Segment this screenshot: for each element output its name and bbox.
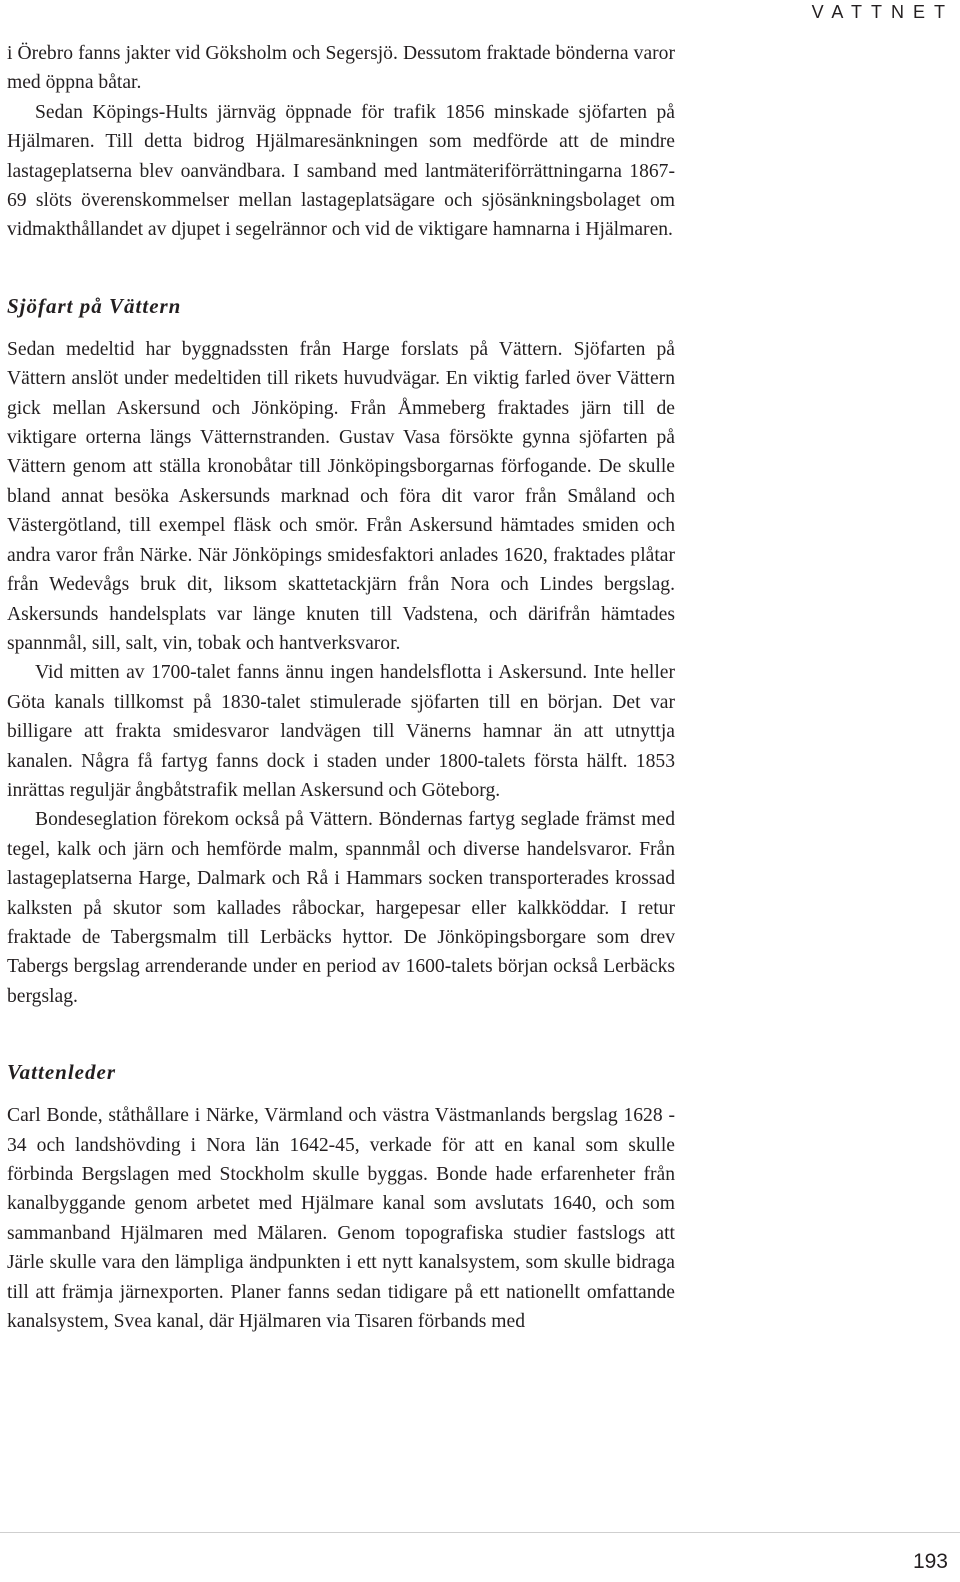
vattern-paragraph-1: Sedan medeltid har byggnadssten från Harge forslats på Vättern. Sjöfarten på Vättern anslöt under medeltiden till rikets huvudvägar. En viktig farled över Vättern gick mellan Askersund och Jönköping. Från Åmmeberg fraktades järn till de viktigare orterna längs Vätternstranden. Gustav Vasa försökte gynna sjöfarten på Vättern genom att ställa kronobåtar till Jönköpingsborgarnas förfogande. De skulle bland annat besöka Askersunds marknad och föra dit varor från Småland och Västergötland, till exempel fläsk och smör. Från Askersund hämtades smiden och andra varor från Närke. När Jönköpings smidesfaktori anlades 1620, fraktades plåtar från Wedevågs bruk dit, liksom skattetackjärn från Nora och Lindes bergslag. Askersunds handelsplats var länge knuten till Vadstena, och därifrån hämtades spannmål, sill, salt, vin, tobak och hantverksvaror. [7,338,675,654]
vattenleder-paragraph-1: Carl Bonde, ståthållare i Närke, Värmland och västra Västmanlands bergslag 1628 - 34 och landshövding i Nora län 1642-45, verkade för att en kanal som skulle förbinda Bergslagen med Stockholm skulle byggas. Bonde hade erfarenheter från kanalbyggande genom arbetet med Hjälmare kanal som avslutats 1640, och som sammanband Hjälmaren med Mälaren. Genom topografiska studier fastslogs att Järle skulle vara den lämpliga ändpunkten i ett nytt kanalsystem, som skulle bidraga till att främja järnexporten. Planer fanns sedan tidigare på ett nationellt omfattande kanalsystem, Svea kanal, där Hjälmaren via Tisaren förbands med [7,1105,675,1333]
section-heading-vattern: Sjöfart på Vättern [7,293,182,318]
vattern-paragraph-3: Bondeseglation förekom också på Vättern. Böndernas fartyg seglade främst med tegel, kalk och järn och hemförde malm, spannmål och diverse handelsvaror. Från lastageplatserna Harge, Dalmark och Rå i Hammars socken transporterades krossad kalksten på skutor som kallades råbockar, hargepesar eller kalkköddar. I retur fraktade de Tabergsmalm till Lerbäcks hyttor. De Jönköpingsborgare som drev Tabergs bergslag arrenderande under en period av 1600-talets början också Lerbäcks bergslag. [7,809,675,1007]
page-body [7,39,675,1336]
footer-divider [0,1532,960,1533]
page-number: 193 [912,1550,948,1573]
intro-paragraph-1: i Örebro fanns jakter vid Göksholm och Segersjö. Dessutom fraktade bönderna varor med öppna båtar. [7,43,675,94]
vattern-paragraph-2: Vid mitten av 1700-talet fanns ännu ingen handelsflotta i Askersund. Inte heller Göta kanals tillkomst på 1830-talet stimulerade sjöfarten till en början. Det var billigare att frakta smidesvaror landvägen till Vänerns hamnar än att utnyttja kanalen. Några få fartyg fanns dock i staden under 1800-talets första hälft. 1853 inrättas reguljär ångbåtstrafik mellan Askersund och Göteborg. [7,662,675,801]
running-header: VATTNET [811,2,954,22]
section-heading-vattenleder: Vattenleder [7,1060,116,1085]
intro-paragraph-2: Sedan Köpings-Hults järnväg öppnade för trafik 1856 minskade sjöfarten på Hjälmaren. Till detta bidrog Hjälmaresänkningen som medförde att de mindre lastageplatserna blev oanvändbara. I samband med lantmäteriförrättningarna 1867-69 slöts överenskommelser mellan lastageplatsägare och sjösänkningsbolaget om vidmakthållandet av djupet i segelrännor och vid de viktigare hamnarna i Hjälmaren. [7,101,675,241]
